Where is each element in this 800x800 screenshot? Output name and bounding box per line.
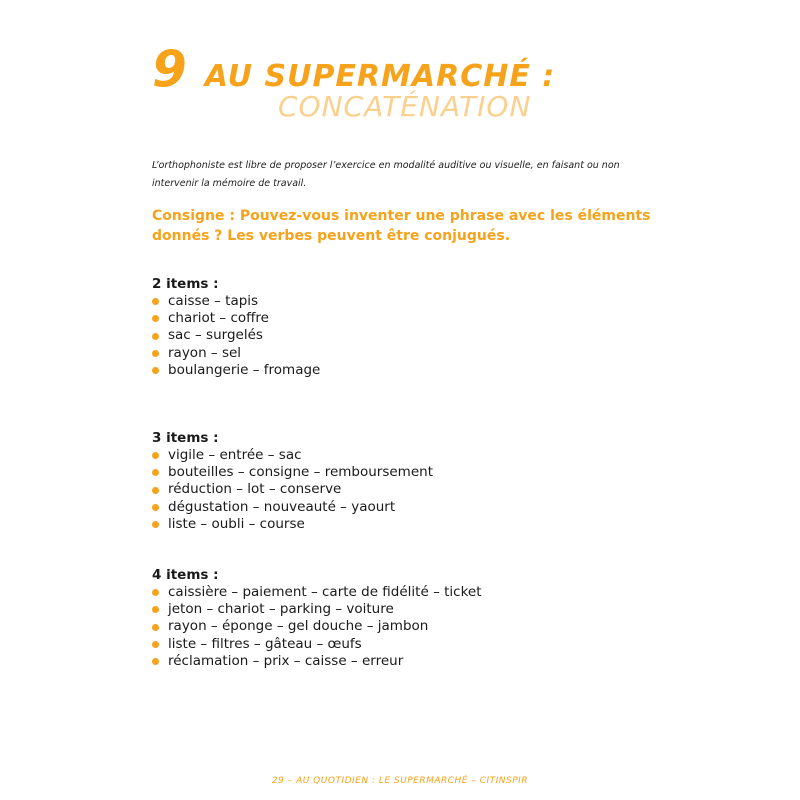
list-item-text: bouteilles – consigne – remboursement <box>168 464 433 481</box>
bullet-icon <box>152 315 159 322</box>
bullet-icon <box>152 469 159 476</box>
list-item <box>152 516 433 533</box>
bullet-icon <box>152 298 159 305</box>
list-item <box>152 464 433 481</box>
intro-text: L’orthophoniste est libre de proposer l’exercice en modalité auditive ou visuelle, en faisant ou non intervenir la mémoire de travail. <box>152 160 620 189</box>
list-item-text: vigile – entrée – sac <box>168 447 302 463</box>
bullet-icon <box>152 367 159 374</box>
list-item-text: caissière – paiement – carte de fidélité – ticket <box>168 584 482 600</box>
list-item <box>152 362 320 379</box>
item-list <box>152 447 433 533</box>
list-item-text: rayon – sel <box>168 344 242 361</box>
list-item-text: liste – filtres – gâteau – œufs <box>168 635 362 652</box>
page-footer: 29 – AU QUOTIDIEN : LE SUPERMARCHÉ – CITINSPIR <box>271 776 529 786</box>
item-list <box>152 584 482 670</box>
bullet-icon <box>152 504 159 511</box>
section-heading: 2 items : <box>152 276 219 292</box>
section-2-items <box>152 276 320 379</box>
list-item-text: sac – surgelés <box>168 327 263 344</box>
bullet-icon <box>152 658 159 665</box>
list-item-text: réclamation – prix – caisse – erreur <box>168 652 404 669</box>
section-heading: 4 items : <box>152 567 219 583</box>
page-title <box>152 40 556 98</box>
list-item <box>152 618 482 635</box>
list-item <box>152 636 482 653</box>
section-4-items <box>152 567 482 670</box>
chapter-subtitle: CONCATÉNATION <box>278 90 532 123</box>
list-item <box>152 601 482 618</box>
list-item <box>152 447 433 464</box>
list-item-text: réduction – lot – conserve <box>168 481 342 498</box>
item-list <box>152 293 320 379</box>
bullet-icon <box>152 606 159 613</box>
bullet-icon <box>152 521 159 528</box>
instruction-text: Consigne : Pouvez-vous inventer une phrase avec les éléments donnés ? Les verbes peuvent être conjugués. <box>152 208 651 244</box>
list-item <box>152 481 433 498</box>
section-3-items <box>152 430 433 533</box>
list-item <box>152 584 482 601</box>
list-item-text: liste – oubli – course <box>168 515 305 532</box>
list-item-text: caisse – tapis <box>168 293 259 309</box>
chapter-title: AU SUPERMARCHÉ : <box>204 59 556 94</box>
bullet-icon <box>152 350 159 357</box>
list-item-text: dégustation – nouveauté – yaourt <box>168 498 396 515</box>
list-item <box>152 293 320 310</box>
bullet-icon <box>152 624 159 631</box>
list-item <box>152 327 320 344</box>
list-item <box>152 345 320 362</box>
bullet-icon <box>152 487 159 494</box>
list-item-text: jeton – chariot – parking – voiture <box>168 601 394 618</box>
list-item-text: rayon – éponge – gel douche – jambon <box>168 618 429 635</box>
bullet-icon <box>152 641 159 648</box>
bullet-icon <box>152 333 159 340</box>
list-item-text: boulangerie – fromage <box>168 361 321 378</box>
bullet-icon <box>152 452 159 459</box>
bullet-icon <box>152 589 159 596</box>
chapter-number: 9 <box>152 40 187 98</box>
list-item <box>152 310 320 327</box>
section-heading: 3 items : <box>152 430 219 446</box>
list-item <box>152 499 433 516</box>
list-item-text: chariot – coffre <box>168 310 269 327</box>
list-item <box>152 653 482 670</box>
